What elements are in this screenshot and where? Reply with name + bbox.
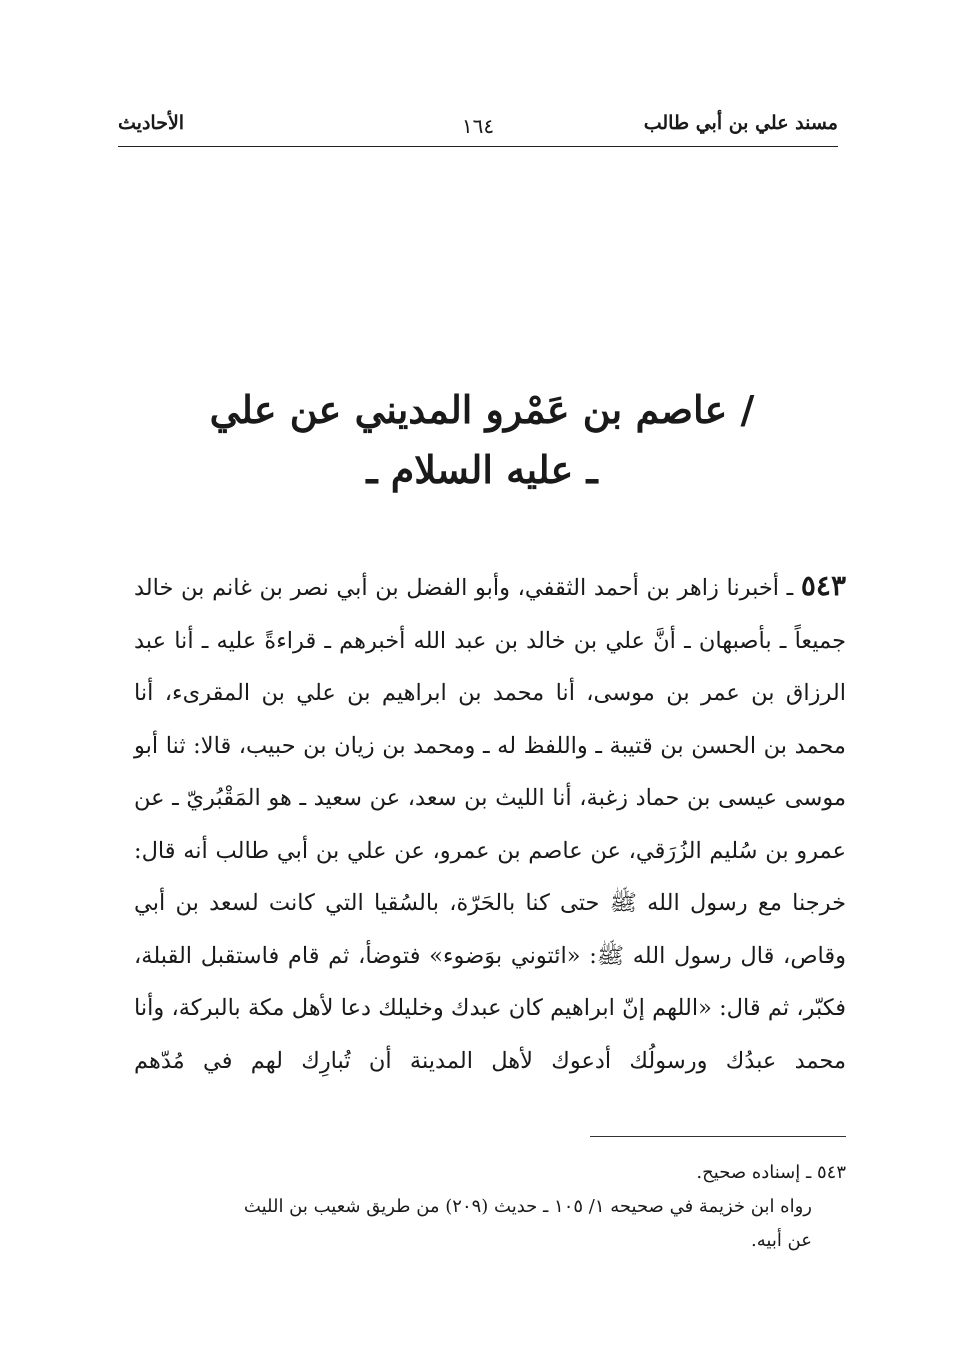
- chapter-title-line-2: ـ عليه السلام ـ: [366, 447, 598, 492]
- chapter-heading: [120, 380, 844, 500]
- hadith-number: ٥٤٣: [800, 569, 846, 602]
- page-number: ١٦٤: [461, 114, 495, 138]
- book-title: مسند علي بن أبي طالب: [643, 112, 838, 134]
- footnote-line-1: رواه ابن خزيمة في صحيحه ١/ ١٠٥ ـ حديث (٢٠٩) من طريق شعيب بن الليث: [243, 1196, 812, 1217]
- footnote-divider: [590, 1136, 846, 1137]
- section-title: الأحاديث: [118, 112, 185, 134]
- header-divider: [118, 146, 838, 147]
- footnote-line-2: عن أبيه.: [751, 1230, 812, 1251]
- footnote-label: ٥٤٣ ـ إسناده صحيح.: [696, 1162, 846, 1183]
- chapter-title-line-1: / عاصم بن عَمْرو المديني عن علي: [209, 387, 755, 432]
- hadith-body: ـ أخبرنا زاهر بن أحمد الثقفي، وأبو الفضل بن أبي نصر بن غانم بن خالد جميعاً ـ بأصبهان ـ أنَّ علي بن خالد بن عبد الله أخبرهم ـ قراءةً عليه ـ أنا عبد الرزاق بن عمر بن موسى، أنا محمد بن ابراهيم بن علي بن المقرىء، أنا محمد بن الحسن بن قتيبة ـ واللفظ له ـ ومحمد بن زيان بن حبيب، قالا: ثنا أبو موسى عيسى بن حماد زغبة، أنا الليث بن سعد، عن سعيد ـ هو المَقْبُريّ ـ عن عمرو بن سُليم الزُرَقي، عن عاصم بن عمرو، عن علي بن أبي طالب أنه قال: خرجنا مع رسول الله ﷺ حتى كنا بالحَرّة، بالسُقيا التي كانت لسعد بن أبي وقاص، قال رسول الله ﷺ: «ائتوني بوَضوء» فتوضأ، ثم قام فاستقبل القبلة، فكبّر، ثم قال: «اللهم إنّ ابراهيم كان عبدك وخليلك دعا لأهل مكة بالبركة، وأنا محمد عبدُك ورسولُك أدعوك لأهل المدينة أن تُبارِك لهم في مُدّهم: [134, 575, 846, 1074]
- hadith-text: [134, 560, 846, 1087]
- footnotes: [130, 1156, 846, 1258]
